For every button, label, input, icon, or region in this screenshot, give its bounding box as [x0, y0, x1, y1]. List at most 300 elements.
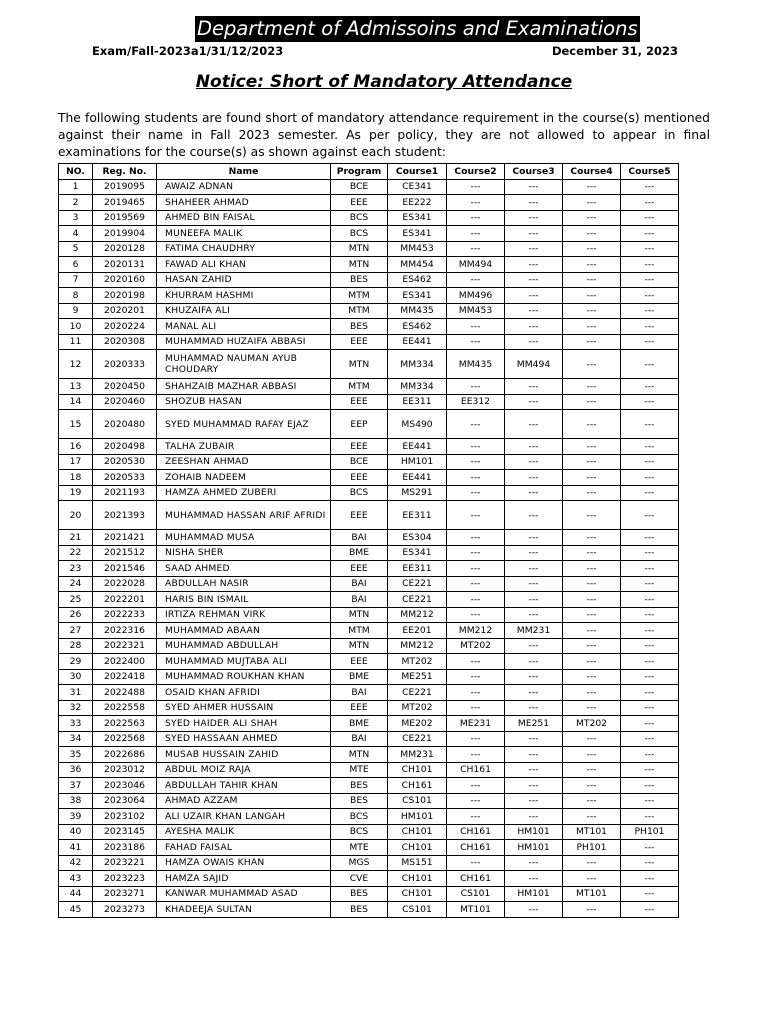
cell-name: ALI UZAIR KHAN LANGAH [157, 809, 331, 825]
cell-course1: MT202 [388, 700, 447, 716]
cell-course4: MT202 [563, 716, 621, 732]
cell-course4: --- [563, 272, 621, 288]
cell-name: OSAID KHAN AFRIDI [157, 685, 331, 701]
cell-program: EEE [331, 501, 388, 530]
cell-course3: --- [505, 319, 563, 335]
cell-course2: MM435 [447, 350, 505, 379]
col-name-header: Name [157, 164, 331, 180]
cell-course2: --- [447, 501, 505, 530]
cell-reg-no: 2020530 [93, 454, 157, 470]
cell-no: 25 [59, 592, 93, 608]
cell-name: HAMZA OWAIS KHAN [157, 855, 331, 871]
cell-course4: --- [563, 654, 621, 670]
cell-course4: --- [563, 454, 621, 470]
cell-course1: CH101 [388, 840, 447, 856]
cell-name: MUHAMMAD ROUKHAN KHAN [157, 669, 331, 685]
cell-course4: --- [563, 623, 621, 639]
table-row [59, 179, 679, 195]
cell-course1: ES341 [388, 545, 447, 561]
cell-course2: --- [447, 545, 505, 561]
cell-no: 44 [59, 886, 93, 902]
cell-course1: ES341 [388, 288, 447, 304]
table-row [59, 793, 679, 809]
cell-reg-no: 2022321 [93, 638, 157, 654]
cell-course1: ES462 [388, 319, 447, 335]
cell-course2: CH161 [447, 840, 505, 856]
cell-course3: --- [505, 545, 563, 561]
cell-course2: --- [447, 607, 505, 623]
table-body [59, 179, 679, 917]
cell-course5: --- [621, 545, 679, 561]
cell-course3: --- [505, 210, 563, 226]
cell-course1: CE221 [388, 576, 447, 592]
cell-name: KHURRAM HASHMI [157, 288, 331, 304]
cell-course1: MT202 [388, 654, 447, 670]
notice-intro: The following students are found short of mandatory attendance requirement in the course(s) mentioned against their name in Fall 2023 semester. As per policy, they are not allowed to appear in final examinations for the course(s) as shown against each student: [58, 111, 710, 159]
cell-course3: HM101 [505, 824, 563, 840]
cell-course5: --- [621, 576, 679, 592]
cell-course4: --- [563, 226, 621, 242]
cell-reg-no: 2022563 [93, 716, 157, 732]
cell-reg-no: 2020201 [93, 303, 157, 319]
cell-reg-no: 2023223 [93, 871, 157, 887]
table-row [59, 824, 679, 840]
cell-course2: --- [447, 179, 505, 195]
cell-course5: --- [621, 607, 679, 623]
cell-course3: --- [505, 394, 563, 410]
cell-program: BME [331, 545, 388, 561]
cell-course3: --- [505, 778, 563, 794]
table-row [59, 394, 679, 410]
cell-program: BME [331, 716, 388, 732]
cell-course2: --- [447, 226, 505, 242]
table-row [59, 530, 679, 546]
cell-reg-no: 2023186 [93, 840, 157, 856]
table-row [59, 210, 679, 226]
cell-program: MTN [331, 350, 388, 379]
cell-name: SHAHZAIB MAZHAR ABBASI [157, 379, 331, 395]
cell-course1: CH101 [388, 871, 447, 887]
cell-course2: --- [447, 439, 505, 455]
cell-reg-no: 2022686 [93, 747, 157, 763]
cell-course4: --- [563, 334, 621, 350]
cell-course1: CH161 [388, 778, 447, 794]
table-row [59, 669, 679, 685]
cell-reg-no: 2020533 [93, 470, 157, 486]
cell-course2: --- [447, 731, 505, 747]
cell-course4: --- [563, 501, 621, 530]
department-heading: Department of Admissoins and Examinations [197, 17, 638, 40]
cell-course5: --- [621, 350, 679, 379]
cell-course3: --- [505, 809, 563, 825]
table-row [59, 470, 679, 486]
cell-course3: --- [505, 607, 563, 623]
cell-program: BCS [331, 210, 388, 226]
cell-program: MTE [331, 840, 388, 856]
cell-course4: --- [563, 379, 621, 395]
cell-no: 8 [59, 288, 93, 304]
cell-course1: CH101 [388, 762, 447, 778]
cell-course2: ME231 [447, 716, 505, 732]
col-no-header: NO. [59, 164, 93, 180]
notice-date: December 31, 2023 [551, 44, 678, 58]
cell-course4: --- [563, 241, 621, 257]
cell-name: ABDUL MOIZ RAJA [157, 762, 331, 778]
cell-course4: --- [563, 731, 621, 747]
cell-program: EEP [331, 410, 388, 439]
cell-course1: EE311 [388, 501, 447, 530]
cell-course5: PH101 [621, 824, 679, 840]
cell-name: HAMZA AHMED ZUBERI [157, 485, 331, 501]
cell-course3: HM101 [505, 840, 563, 856]
cell-course4: --- [563, 592, 621, 608]
table-row [59, 762, 679, 778]
cell-no: 28 [59, 638, 93, 654]
cell-course3: --- [505, 501, 563, 530]
cell-course5: --- [621, 303, 679, 319]
cell-program: EEE [331, 439, 388, 455]
cell-reg-no: 2022418 [93, 669, 157, 685]
table-row [59, 241, 679, 257]
cell-course3: --- [505, 303, 563, 319]
table-header-row [59, 164, 679, 180]
cell-name: SHAHEER AHMAD [157, 195, 331, 211]
cell-name: AYESHA MALIK [157, 824, 331, 840]
cell-course2: CH161 [447, 762, 505, 778]
cell-reg-no: 2021546 [93, 561, 157, 577]
table-row [59, 855, 679, 871]
cell-course1: ES462 [388, 272, 447, 288]
col-reg-no-header: Reg. No. [93, 164, 157, 180]
cell-name: FAWAD ALI KHAN [157, 257, 331, 273]
cell-course1: CE221 [388, 592, 447, 608]
col-course5-header: Course5 [621, 164, 679, 180]
cell-course5: --- [621, 226, 679, 242]
cell-course3: MM494 [505, 350, 563, 379]
cell-course1: CH101 [388, 824, 447, 840]
cell-no: 43 [59, 871, 93, 887]
cell-course1: CE221 [388, 685, 447, 701]
cell-name: MUHAMMAD ABDULLAH [157, 638, 331, 654]
cell-course2: MM212 [447, 623, 505, 639]
cell-course3: --- [505, 454, 563, 470]
cell-program: BAI [331, 576, 388, 592]
cell-no: 26 [59, 607, 93, 623]
cell-program: BCE [331, 179, 388, 195]
table-row [59, 607, 679, 623]
cell-course5: --- [621, 840, 679, 856]
cell-course5: --- [621, 394, 679, 410]
cell-no: 12 [59, 350, 93, 379]
cell-course2: --- [447, 809, 505, 825]
table-row [59, 257, 679, 273]
cell-course1: MM212 [388, 638, 447, 654]
cell-course4: --- [563, 793, 621, 809]
cell-course2: --- [447, 410, 505, 439]
cell-course2: --- [447, 319, 505, 335]
cell-reg-no: 2023145 [93, 824, 157, 840]
cell-reg-no: 2020128 [93, 241, 157, 257]
cell-course4: --- [563, 195, 621, 211]
cell-course3: --- [505, 470, 563, 486]
cell-program: BME [331, 669, 388, 685]
cell-name: MUHAMMAD MUSA [157, 530, 331, 546]
cell-name: MUHAMMAD HUZAIFA ABBASI [157, 334, 331, 350]
cell-course1: MM334 [388, 379, 447, 395]
cell-reg-no: 2020198 [93, 288, 157, 304]
cell-course3: --- [505, 226, 563, 242]
cell-course3: --- [505, 793, 563, 809]
cell-name: SYED HAIDER ALI SHAH [157, 716, 331, 732]
cell-reg-no: 2020333 [93, 350, 157, 379]
cell-course4: PH101 [563, 840, 621, 856]
cell-course5: --- [621, 669, 679, 685]
cell-course4: --- [563, 210, 621, 226]
cell-reg-no: 2023012 [93, 762, 157, 778]
cell-program: MTM [331, 288, 388, 304]
cell-course4: --- [563, 855, 621, 871]
cell-course4: --- [563, 350, 621, 379]
cell-no: 10 [59, 319, 93, 335]
cell-name: SYED AHMER HUSSAIN [157, 700, 331, 716]
cell-program: BES [331, 902, 388, 918]
table-row [59, 576, 679, 592]
cell-course5: --- [621, 501, 679, 530]
cell-course3: --- [505, 762, 563, 778]
cell-course4: --- [563, 638, 621, 654]
cell-no: 32 [59, 700, 93, 716]
cell-no: 11 [59, 334, 93, 350]
cell-name: MUHAMMAD HASSAN ARIF AFRIDI [157, 501, 331, 530]
cell-course4: --- [563, 669, 621, 685]
table-row [59, 454, 679, 470]
table-row [59, 592, 679, 608]
cell-course5: --- [621, 454, 679, 470]
cell-no: 29 [59, 654, 93, 670]
cell-no: 20 [59, 501, 93, 530]
cell-course1: CH101 [388, 886, 447, 902]
cell-course4: --- [563, 319, 621, 335]
cell-reg-no: 2022400 [93, 654, 157, 670]
cell-no: 24 [59, 576, 93, 592]
cell-no: 38 [59, 793, 93, 809]
cell-program: MTM [331, 379, 388, 395]
cell-program: EEE [331, 470, 388, 486]
cell-no: 15 [59, 410, 93, 439]
cell-program: CVE [331, 871, 388, 887]
cell-course2: MM496 [447, 288, 505, 304]
cell-course3: --- [505, 485, 563, 501]
cell-name: HAMZA SAJID [157, 871, 331, 887]
cell-program: EEE [331, 394, 388, 410]
cell-no: 1 [59, 179, 93, 195]
cell-course2: CH161 [447, 824, 505, 840]
cell-course5: --- [621, 685, 679, 701]
cell-course5: --- [621, 902, 679, 918]
table-row [59, 226, 679, 242]
cell-course3: --- [505, 685, 563, 701]
cell-course1: MS291 [388, 485, 447, 501]
cell-course3: --- [505, 288, 563, 304]
cell-course1: MM212 [388, 607, 447, 623]
cell-name: ZEESHAN AHMAD [157, 454, 331, 470]
cell-course5: --- [621, 638, 679, 654]
cell-name: ABDULLAH NASIR [157, 576, 331, 592]
cell-program: EEE [331, 195, 388, 211]
cell-course4: --- [563, 778, 621, 794]
table-row [59, 319, 679, 335]
cell-program: BES [331, 793, 388, 809]
cell-course4: --- [563, 303, 621, 319]
cell-course2: EE312 [447, 394, 505, 410]
cell-course3: --- [505, 592, 563, 608]
cell-course5: --- [621, 334, 679, 350]
cell-name: MUHAMMAD ABAAN [157, 623, 331, 639]
cell-no: 9 [59, 303, 93, 319]
cell-course5: --- [621, 654, 679, 670]
cell-course5: --- [621, 731, 679, 747]
cell-program: EEE [331, 334, 388, 350]
cell-course2: --- [447, 241, 505, 257]
cell-course2: --- [447, 592, 505, 608]
cell-course1: CE221 [388, 731, 447, 747]
cell-program: BES [331, 319, 388, 335]
cell-reg-no: 2023102 [93, 809, 157, 825]
cell-course1: ME251 [388, 669, 447, 685]
cell-reg-no: 2019904 [93, 226, 157, 242]
table-row [59, 545, 679, 561]
table-row [59, 439, 679, 455]
cell-program: BCS [331, 485, 388, 501]
cell-course3: ME251 [505, 716, 563, 732]
cell-course5: --- [621, 470, 679, 486]
cell-name: HASAN ZAHID [157, 272, 331, 288]
cell-no: 13 [59, 379, 93, 395]
cell-course4: --- [563, 561, 621, 577]
cell-course1: HM101 [388, 454, 447, 470]
cell-program: BES [331, 886, 388, 902]
cell-course3: --- [505, 241, 563, 257]
cell-program: MTE [331, 762, 388, 778]
cell-no: 3 [59, 210, 93, 226]
cell-course4: --- [563, 576, 621, 592]
cell-course1: CS101 [388, 793, 447, 809]
table-row [59, 303, 679, 319]
cell-no: 39 [59, 809, 93, 825]
cell-program: BES [331, 272, 388, 288]
cell-course2: --- [447, 747, 505, 763]
cell-program: MTN [331, 607, 388, 623]
cell-course5: --- [621, 439, 679, 455]
table-row [59, 685, 679, 701]
cell-course3: --- [505, 731, 563, 747]
cell-course5: --- [621, 871, 679, 887]
cell-program: EEE [331, 700, 388, 716]
col-course2-header: Course2 [447, 164, 505, 180]
cell-name: MUNEEFA MALIK [157, 226, 331, 242]
cell-program: MTM [331, 303, 388, 319]
cell-program: BAI [331, 530, 388, 546]
cell-course4: --- [563, 747, 621, 763]
cell-course1: MS490 [388, 410, 447, 439]
cell-reg-no: 2020498 [93, 439, 157, 455]
cell-reg-no: 2020160 [93, 272, 157, 288]
cell-course3: HM101 [505, 886, 563, 902]
cell-course3: --- [505, 195, 563, 211]
cell-course2: --- [447, 669, 505, 685]
cell-reg-no: 2023273 [93, 902, 157, 918]
cell-no: 17 [59, 454, 93, 470]
table-row [59, 871, 679, 887]
cell-course5: --- [621, 700, 679, 716]
table-row [59, 501, 679, 530]
cell-course4: --- [563, 394, 621, 410]
cell-program: BES [331, 778, 388, 794]
cell-course2: --- [447, 470, 505, 486]
cell-program: BCS [331, 809, 388, 825]
cell-course4: --- [563, 685, 621, 701]
cell-course4: --- [563, 288, 621, 304]
cell-course1: HM101 [388, 809, 447, 825]
cell-course2: --- [447, 454, 505, 470]
cell-course1: MM453 [388, 241, 447, 257]
cell-reg-no: 2020308 [93, 334, 157, 350]
cell-name: FAHAD FAISAL [157, 840, 331, 856]
cell-reg-no: 2022028 [93, 576, 157, 592]
cell-program: MTN [331, 241, 388, 257]
table-row [59, 716, 679, 732]
cell-course5: --- [621, 319, 679, 335]
table-row [59, 379, 679, 395]
cell-course2: --- [447, 272, 505, 288]
cell-course3: --- [505, 700, 563, 716]
cell-name: KANWAR MUHAMMAD ASAD [157, 886, 331, 902]
cell-course3: --- [505, 334, 563, 350]
cell-course1: ES341 [388, 210, 447, 226]
cell-course2: --- [447, 654, 505, 670]
cell-course4: --- [563, 410, 621, 439]
cell-program: MTN [331, 638, 388, 654]
cell-no: 6 [59, 257, 93, 273]
cell-course5: --- [621, 530, 679, 546]
table-row [59, 561, 679, 577]
cell-no: 2 [59, 195, 93, 211]
cell-course1: EE201 [388, 623, 447, 639]
cell-reg-no: 2022488 [93, 685, 157, 701]
cell-course2: --- [447, 530, 505, 546]
cell-name: MANAL ALI [157, 319, 331, 335]
cell-course4: MT101 [563, 886, 621, 902]
cell-course2: --- [447, 210, 505, 226]
cell-program: BAI [331, 592, 388, 608]
cell-reg-no: 2020480 [93, 410, 157, 439]
cell-course2: --- [447, 685, 505, 701]
cell-reg-no: 2023064 [93, 793, 157, 809]
cell-no: 23 [59, 561, 93, 577]
table-row [59, 840, 679, 856]
cell-no: 19 [59, 485, 93, 501]
col-course4-header: Course4 [563, 164, 621, 180]
cell-course2: --- [447, 793, 505, 809]
cell-course4: --- [563, 762, 621, 778]
cell-course2: --- [447, 334, 505, 350]
cell-course5: --- [621, 272, 679, 288]
cell-course4: --- [563, 439, 621, 455]
cell-course1: EE441 [388, 470, 447, 486]
cell-reg-no: 2022568 [93, 731, 157, 747]
cell-no: 37 [59, 778, 93, 794]
cell-course5: --- [621, 793, 679, 809]
